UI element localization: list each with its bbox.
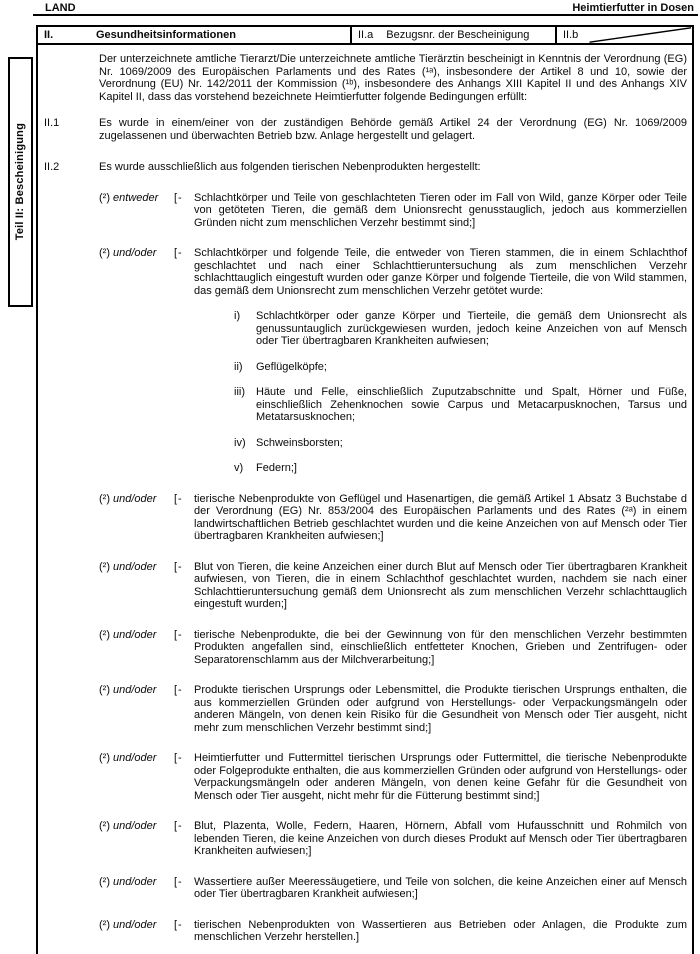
option-text-block xyxy=(194,876,687,901)
subitem-text: Schweinsborsten; xyxy=(256,436,343,449)
option-text: Heimtierfutter und Futtermittel tierischen Ursprungs oder Futtermittel, die tierische Nebenprodukte oder Folgeprodukte enthalten, die aus kommerziellen Gründen oder aufgrund von Herstellungs- oder Verpackungsmängeln oder anderen Mängeln, von denen keine Gefahr für die Gesundheit von Mensch oder Tier ausgeht, nicht mehr für die Fütterung bestimmt sind;] xyxy=(194,752,687,802)
option-bracket: [- xyxy=(174,918,183,931)
subitem-label: ii) xyxy=(234,360,243,373)
certificate-header-row xyxy=(38,25,692,45)
option-marker: (²) und/oder xyxy=(99,875,157,888)
subitem-label: iv) xyxy=(234,436,246,449)
top-rule-divider xyxy=(33,14,698,16)
option-row-undoder xyxy=(99,561,687,611)
clause-row xyxy=(44,161,687,174)
option-row-undoder xyxy=(99,247,687,475)
clause-row xyxy=(44,117,687,142)
iib-cell xyxy=(555,27,692,43)
clause-number: II.2 xyxy=(44,161,60,173)
option-text: tierischen Nebenprodukten von Wassertieren aus Betrieben oder Anlagen, die Produkte zum menschlichen Verzehr herstellen.] xyxy=(194,918,687,943)
option-marker: (²) und/oder xyxy=(99,918,157,931)
sidebar-label: Teil II: Bescheinigung xyxy=(14,123,27,241)
section-number: II. xyxy=(44,28,54,41)
subitem-row xyxy=(194,386,687,424)
option-bracket: [- xyxy=(174,247,183,259)
option-marker: (²) und/oder xyxy=(99,560,157,573)
option-text: tierische Nebenprodukte, die bei der Gewinnung von für den menschlichen Verzehr bestimmten Produkten angefallen sind, einschließlich entfetteter Knochen, Grieben und Zentrifugen- oder Separatorenschlamm aus der Milchverarbeitung;] xyxy=(194,628,687,666)
option-marker: (²) und/oder xyxy=(99,492,157,505)
subitem-row xyxy=(194,437,687,450)
ref-cell-number: II.a xyxy=(358,28,374,41)
option-marker: (²) entweder xyxy=(99,191,159,204)
subitem-label: v) xyxy=(234,462,244,474)
subitem-row xyxy=(194,310,687,348)
section-title: Gesundheitsinformationen xyxy=(96,28,236,41)
option-bracket: [- xyxy=(174,684,183,696)
diagonal-strike-line xyxy=(557,27,692,43)
option-text: Blut, Plazenta, Wolle, Federn, Haaren, Hörnern, Abfall vom Hufausschnitt und Rohmilch von lebenden Tieren, die keine Anzeichen von durch dieses Produkt auf Mensch oder Tier übertragbaren Krankheiten aufwiesen;] xyxy=(194,820,687,857)
option-marker: (²) und/oder xyxy=(99,820,157,832)
option-marker: (²) und/oder xyxy=(99,752,157,764)
document-title: Heimtierfutter in Dosen xyxy=(572,2,694,14)
option-bracket: [- xyxy=(174,191,183,204)
clause-text: Es wurde in einem/einer von der zuständigen Behörde gemäß Artikel 24 der Verordnung (EG) Nr. 1069/2009 zugelassenen und überwachten Betrieb bzw. Anlage hergestellt und gelagert. xyxy=(99,117,687,142)
option-text-block xyxy=(194,629,687,667)
option-row-undoder xyxy=(99,493,687,543)
subitem-text: Geflügelköpfe; xyxy=(256,360,327,373)
option-text-block xyxy=(194,493,687,543)
clause-text: Es wurde ausschließlich aus folgenden tierischen Nebenprodukten hergestellt: xyxy=(99,161,481,173)
certificate-content xyxy=(38,45,692,944)
option-bracket: [- xyxy=(174,820,183,832)
option-marker: (²) und/oder xyxy=(99,684,157,696)
option-text-block xyxy=(194,684,687,734)
option-bracket: [- xyxy=(174,875,183,888)
subitem-text: Häute und Felle, einschließlich Zuputzabschnitte und Spalt, Hörner und Füße, einschließlich Zehenknochen sowie Carpus und Metacarpusknochen, Tarsus und Metatarsusknochen; xyxy=(256,386,687,423)
option-text: Schlachtkörper und Teile von geschlachteten Tieren oder im Fall von Wild, ganze Körper oder Teile von getöteten Tieren, die gemäß dem Unionsrecht genusstauglich, jedoch aus kommerziellen Gründen nicht zum menschlichen Verzehr bestimmt sind;] xyxy=(194,191,687,229)
subitem-row xyxy=(194,361,687,374)
option-row-undoder xyxy=(99,919,687,944)
option-text: Wassertiere außer Meeressäugetiere, und Teile von solchen, die keine Anzeichen einer auf Mensch oder Tier übertragbaren Krankheit aufwiesen;] xyxy=(194,875,687,900)
option-text-block xyxy=(194,247,687,475)
option-row-undoder xyxy=(99,876,687,901)
option-bracket: [- xyxy=(174,628,183,641)
option-text: Blut von Tieren, die keine Anzeichen einer durch Blut auf Mensch oder Tier übertragbaren Krankheit aufwiesen, von Tieren, die in einem Schlachthof geschlachtet wurden, nachdem sie nach einer Schlachttieruntersuchung gemäß dem Unionsrecht als zum menschlichen Verzehr schlachttauglich eingestuft wurden;] xyxy=(194,560,687,610)
option-text-block xyxy=(194,820,687,858)
part-ii-sidebar xyxy=(8,57,33,307)
subitem-label: iii) xyxy=(234,386,245,398)
option-row-undoder xyxy=(99,629,687,667)
option-row-undoder xyxy=(99,684,687,734)
option-text-block xyxy=(194,752,687,802)
ref-cell-label: Bezugsnr. der Bescheinigung xyxy=(386,28,530,41)
option-row-undoder xyxy=(99,752,687,802)
option-bracket: [- xyxy=(174,752,183,764)
section-header-cell xyxy=(38,27,350,43)
iib-label: II.b xyxy=(563,28,579,41)
option-marker: (²) und/oder xyxy=(99,628,157,641)
subitem-text: Schlachtkörper oder ganze Körper und Tierteile, die gemäß dem Unionsrecht als genussuntauglich zurückgewiesen wurden, jedoch keine Anzeichen von auf Mensch oder Tier übertragbaren Krankheiten aufwiesen; xyxy=(256,310,687,347)
subitem-label: i) xyxy=(234,310,241,322)
page-top-bar xyxy=(45,2,694,15)
option-text: Schlachtkörper und folgende Teile, die entweder von Tieren stammen, die in einem Schlachthof geschlachtet und nach einer Schlachttieruntersuchung als zum menschlichen Verzehr schlachttauglich eingestuft wurden oder ganze Körper und folgende Tierteile, die von Wild stammen, das gemäß dem Unionsrecht zum menschlichen Verzehr getötet wurde: xyxy=(194,247,687,297)
country-label: LAND xyxy=(45,2,76,14)
option-text-block xyxy=(194,192,687,230)
option-row-entweder xyxy=(99,192,687,230)
subitem-text: Federn;] xyxy=(256,462,297,474)
option-row-undoder xyxy=(99,820,687,858)
option-text: tierische Nebenprodukte von Geflügel und Hasenartigen, die gemäß Artikel 1 Absatz 3 Buchstabe d der Verordnung (EG) Nr. 853/2004 des Europäischen Parlaments und des Rates (²ᵃ) in einem landwirtschaftlichen Betrieb geschlachtet wurden und die keine Anzeichen von auf Mensch oder Tier übertragbaren Krankheiten aufwiesen;] xyxy=(194,492,687,542)
subitem-row xyxy=(194,462,687,475)
intro-paragraph: Der unterzeichnete amtliche Tierarzt/Die unterzeichnete amtliche Tierärztin bescheinigt in Kenntnis der Verordnung (EG) Nr. 1069/2009 des Europäischen Parlaments und des Rates (¹ᵃ), insbesondere der Artikel 8 und 10, sowie der Verordnung (EU) Nr. 142/2011 der Kommission (¹ᵇ), insbesondere des Anhangs XIII Kapitel II und des Anhangs XIV Kapitel II, dass das vorstehend bezeichnete Heimtierfutter folgende Bedingungen erfüllt: xyxy=(99,53,687,103)
option-text-block xyxy=(194,919,687,944)
option-bracket: [- xyxy=(174,492,183,505)
reference-number-cell xyxy=(350,27,555,43)
option-text: Produkte tierischen Ursprungs oder Lebensmittel, die Produkte tierischen Ursprungs enthalten, die aus kommerziellen Gründen oder aufgrund von Herstellungs- oder Verpackungsmängeln oder anderen Mängeln, von denen kein Risiko für die Gesundheit von Mensch oder Tier ausgeht, nicht mehr zum menschlichen Verzehr bestimmt sind;] xyxy=(194,684,687,734)
certificate-body xyxy=(36,25,694,954)
option-bracket: [- xyxy=(174,560,183,573)
option-text-block xyxy=(194,561,687,611)
clause-number: II.1 xyxy=(44,117,60,129)
option-marker: (²) und/oder xyxy=(99,247,157,259)
